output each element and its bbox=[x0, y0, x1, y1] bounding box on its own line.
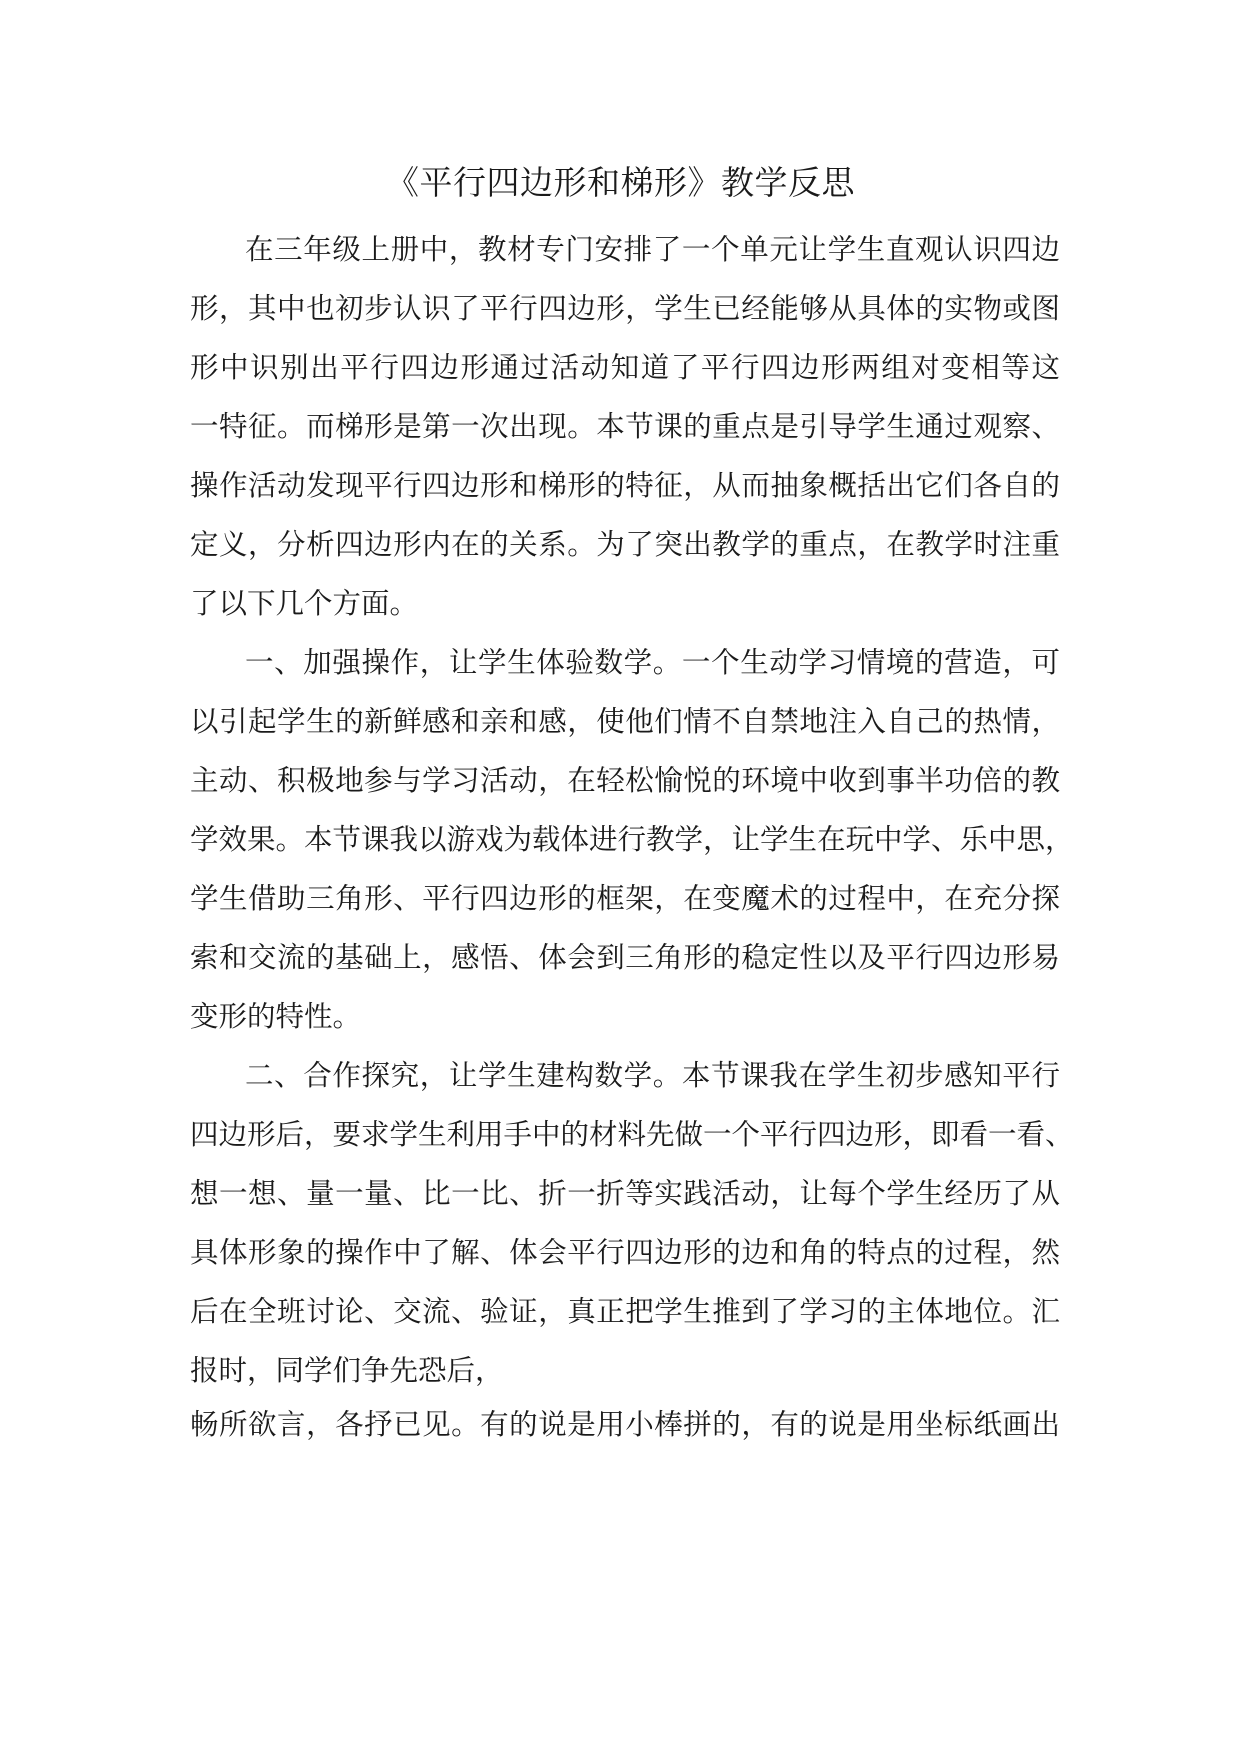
text-line: 二、合作探究，让学生建构数学。本节课我在学生初步感知平行 bbox=[245, 1059, 1060, 1092]
text-line: 畅所欲言，各抒已见。有的说是用小棒拼的，有的说是用坐标纸画出 bbox=[190, 1408, 1060, 1441]
text-line: 学生借助三角形、平行四边形的框架，在变魔术的过程中，在充分探 bbox=[190, 882, 1060, 915]
text-line: 定义，分析四边形内在的关系。为了突出教学的重点，在教学时注重 bbox=[190, 528, 1060, 561]
text-line: 四边形后，要求学生利用手中的材料先做一个平行四边形，即看一看、 bbox=[190, 1118, 1074, 1151]
text-line: 索和交流的基础上，感悟、体会到三角形的稳定性以及平行四边形易 bbox=[190, 941, 1060, 974]
text-line: 报时，同学们争先恐后， bbox=[190, 1354, 504, 1387]
text-line: 学效果。本节课我以游戏为载体进行教学，让学生在玩中学、乐中思， bbox=[190, 823, 1074, 856]
text-line: 具体形象的操作中了解、体会平行四边形的边和角的特点的过程，然 bbox=[190, 1236, 1060, 1269]
text-line: 后在全班讨论、交流、验证，真正把学生推到了学习的主体地位。汇 bbox=[190, 1295, 1060, 1328]
text-line: 形，其中也初步认识了平行四边形，学生已经能够从具体的实物或图 bbox=[190, 292, 1060, 325]
text-line: 主动、积极地参与学习活动，在轻松愉悦的环境中收到事半功倍的教 bbox=[190, 764, 1060, 797]
document-title: 《平行四边形和梯形》教学反思 bbox=[386, 163, 855, 202]
text-line: 一特征。而梯形是第一次出现。本节课的重点是引导学生通过观察、 bbox=[190, 410, 1060, 443]
text-line: 了以下几个方面。 bbox=[190, 587, 419, 620]
text-line: 形中识别出平行四边形通过活动知道了平行四边形两组对变相等这 bbox=[190, 351, 1060, 384]
text-line: 变形的特性。 bbox=[190, 1000, 362, 1033]
text-line: 想一想、量一量、比一比、折一折等实践活动，让每个学生经历了从 bbox=[190, 1177, 1060, 1210]
text-line: 在三年级上册中，教材专门安排了一个单元让学生直观认识四边 bbox=[245, 233, 1060, 266]
text-line: 一、加强操作，让学生体验数学。一个生动学习情境的营造，可 bbox=[245, 646, 1060, 679]
text-line: 操作活动发现平行四边形和梯形的特征，从而抽象概括出它们各自的 bbox=[190, 469, 1060, 502]
text-line: 以引起学生的新鲜感和亲和感，使他们情不自禁地注入自己的热情， bbox=[190, 705, 1060, 738]
